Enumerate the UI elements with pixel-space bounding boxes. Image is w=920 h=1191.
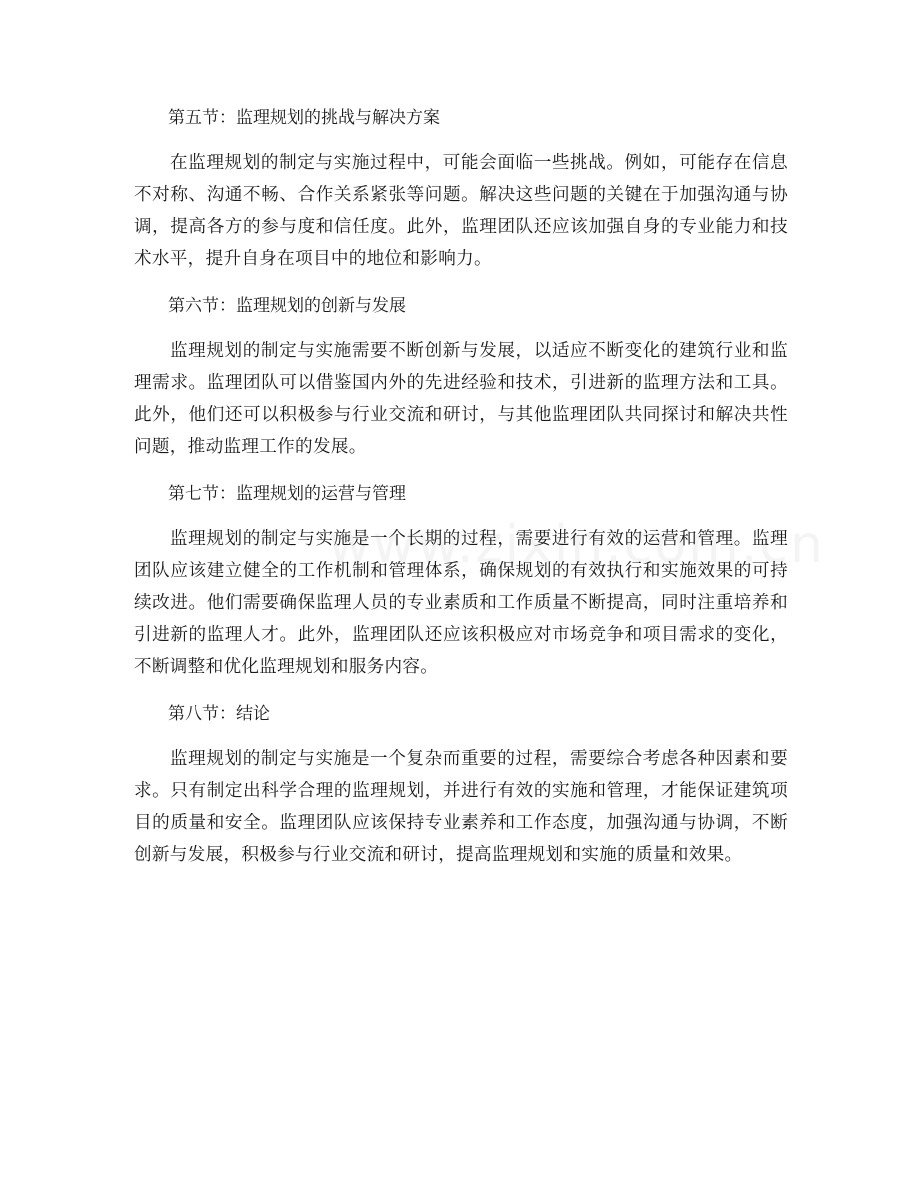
section-heading: 第七节：监理规划的运营与管理	[168, 484, 406, 504]
section-paragraph: 监理规划的制定与实施需要不断创新与发展，以适应不断变化的建筑行业和监理需求。监理团队可以借鉴国内外的先进经验和技术，引进新的监理方法和工具。此外，他们还可以积极参与行业交流和研讨，与其他监理团队共同探讨和解决共性问题，推动监理工作的发展。	[134, 341, 788, 457]
section-5	[134, 102, 788, 275]
document-body	[134, 102, 788, 886]
section-heading: 第六节：监理规划的创新与发展	[168, 296, 406, 316]
section-paragraph: 监理规划的制定与实施是一个复杂而重要的过程，需要综合考虑各种因素和要求。只有制定出科学合理的监理规划，并进行有效的实施和管理，才能保证建筑项目的质量和安全。监理团队应该保持专业素养和工作态度，加强沟通与协调，不断创新与发展，积极参与行业交流和研讨，提高监理规划和实施的质量和效果。	[134, 749, 788, 865]
section-8	[134, 698, 788, 871]
section-heading: 第五节：监理规划的挑战与解决方案	[168, 108, 440, 128]
section-7	[134, 478, 788, 683]
section-paragraph: 在监理规划的制定与实施过程中，可能会面临一些挑战。例如，可能存在信息不对称、沟通不畅、合作关系紧张等问题。解决这些问题的关键在于加强沟通与协调，提高各方的参与度和信任度。此外，监理团队还应该加强自身的专业能力和技术水平，提升自身在项目中的地位和影响力。	[134, 153, 788, 269]
section-heading: 第八节：结论	[168, 704, 270, 724]
section-6	[134, 290, 788, 463]
section-paragraph: 监理规划的制定与实施是一个长期的过程，需要进行有效的运营和管理。监理团队应该建立健全的工作机制和管理体系，确保规划的有效执行和实施效果的可持续改进。他们需要确保监理人员的专业素质和工作质量不断提高，同时注重培养和引进新的监理人才。此外，监理团队还应该积极应对市场竞争和项目需求的变化，不断调整和优化监理规划和服务内容。	[134, 529, 788, 677]
